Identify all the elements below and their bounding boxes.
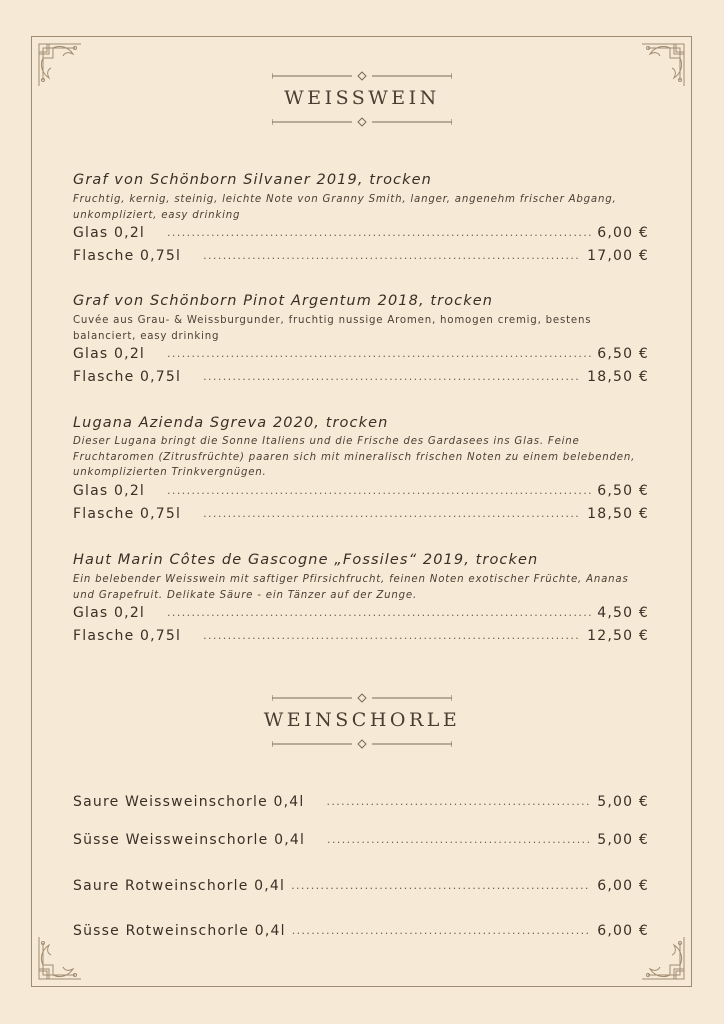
price-row — [73, 506, 649, 526]
dot-leader — [327, 833, 591, 846]
wine-name: Haut Marin Côtes de Gascogne „Fossiles“ 2019, trocken — [73, 552, 539, 568]
wine-description: Cuvée aus Grau- & Weissburgunder, fruchtig nussige Aromen, homogen cremig, bestens balanciert, easy drinking — [73, 315, 592, 342]
dot-leader — [291, 879, 591, 892]
price-row — [73, 628, 649, 648]
schorle-row — [73, 832, 649, 852]
dot-leader — [167, 606, 591, 619]
dot-leader — [203, 370, 581, 383]
schorle-row — [73, 923, 649, 943]
dot-leader — [167, 484, 591, 497]
price-row — [73, 605, 649, 625]
divider-ornament-icon — [272, 70, 452, 82]
dot-leader — [203, 249, 581, 262]
divider-ornament-icon — [272, 692, 452, 704]
wine-name: Graf von Schönborn Pinot Argentum 2018, trocken — [73, 293, 494, 309]
price-value: 6,50 € — [597, 346, 649, 362]
price-label: Flasche 0,75l — [73, 248, 182, 264]
wine-description: Ein belebender Weisswein mit saftiger Pfirsichfrucht, feinen Noten exotischer Früchte, Ananas und Grapefruit. Delikate Säure - ein Tänzer auf der Zunge. — [73, 574, 629, 601]
wine-description: Dieser Lugana bringt die Sonne Italiens und die Frische des Gardasees ins Glas. Feine Fruchtaromen (Zitrusfrüchte) paaren sich mit mineralisch frischen Noten zu einem belebenden, unkomplizierten Trinkvergnügen. — [73, 436, 636, 478]
price-value: 12,50 € — [587, 628, 649, 644]
divider-ornament-icon — [272, 738, 452, 750]
price-label: Flasche 0,75l — [73, 369, 182, 385]
wine-name: Lugana Azienda Sgreva 2020, trocken — [73, 415, 389, 431]
price-label: Glas 0,2l — [73, 225, 146, 241]
price-value: 6,50 € — [597, 483, 649, 499]
schorle-label: Süsse Rotweinschorle 0,4l — [73, 923, 286, 939]
dot-leader — [167, 347, 591, 360]
price-value: 6,00 € — [597, 225, 649, 241]
price-row — [73, 248, 649, 268]
corner-ornament-icon — [35, 40, 85, 90]
price-label: Glas 0,2l — [73, 346, 146, 362]
schorle-price: 6,00 € — [597, 923, 649, 939]
price-label: Flasche 0,75l — [73, 506, 182, 522]
price-value: 18,50 € — [587, 506, 649, 522]
schorle-row — [73, 794, 649, 814]
price-value: 17,00 € — [587, 248, 649, 264]
price-label: Glas 0,2l — [73, 605, 146, 621]
section-title-weinschorle: WEINSCHORLE — [263, 709, 461, 731]
section-title-weisswein: WEISSWEIN — [284, 87, 440, 109]
dot-leader — [326, 795, 591, 808]
dot-leader — [167, 226, 591, 239]
dot-leader — [292, 924, 592, 937]
price-value: 4,50 € — [597, 605, 649, 621]
price-row — [73, 369, 649, 389]
schorle-price: 5,00 € — [597, 794, 649, 810]
price-row — [73, 346, 649, 366]
schorle-label: Süsse Weissweinschorle 0,4l — [73, 832, 306, 848]
schorle-label: Saure Rotweinschorle 0,4l — [73, 878, 286, 894]
price-label: Glas 0,2l — [73, 483, 146, 499]
wine-name: Graf von Schönborn Silvaner 2019, trocken — [73, 172, 432, 188]
schorle-price: 5,00 € — [597, 832, 649, 848]
price-label: Flasche 0,75l — [73, 628, 182, 644]
schorle-row — [73, 878, 649, 898]
price-row — [73, 225, 649, 245]
wine-description: Fruchtig, kernig, steinig, leichte Note von Granny Smith, langer, angenehm frischer Abgang, unkompliziert, easy drinking — [73, 194, 617, 221]
dot-leader — [203, 507, 581, 520]
dot-leader — [203, 629, 581, 642]
price-value: 18,50 € — [587, 369, 649, 385]
schorle-price: 6,00 € — [597, 878, 649, 894]
divider-ornament-icon — [272, 116, 452, 128]
schorle-label: Saure Weissweinschorle 0,4l — [73, 794, 305, 810]
price-row — [73, 483, 649, 503]
corner-ornament-icon — [638, 40, 688, 90]
